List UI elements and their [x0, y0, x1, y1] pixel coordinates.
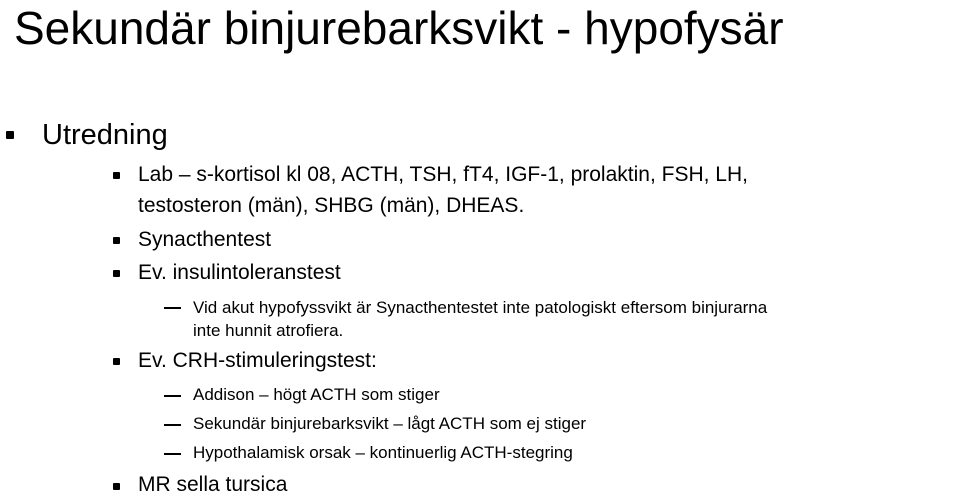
bullet-icon	[113, 270, 120, 277]
dash-icon	[164, 453, 181, 455]
crh-sub-hypothalamisk: Hypothalamisk orsak – kontinuerlig ACTH-stegring	[193, 443, 573, 462]
section-heading: Utredning	[42, 119, 168, 151]
crh-sub-sekundar: Sekundär binjurebarksvikt – lågt ACTH som ej stiger	[193, 414, 587, 433]
synacthen-item: Synacthentest	[138, 228, 272, 251]
bullet-icon	[6, 131, 14, 139]
lab-item-line2: testosteron (män), SHBG (män), DHEAS.	[138, 194, 525, 217]
insulin-note-line1: Vid akut hypofyssvikt är Synacthentestet inte patologiskt eftersom binjurarna	[193, 298, 768, 317]
slide-title: Sekundär binjurebarksvikt - hypofysär	[14, 2, 784, 54]
insulin-item: Ev. insulintoleranstest	[138, 261, 341, 284]
dash-icon	[164, 395, 181, 397]
bullet-icon	[113, 483, 120, 490]
bullet-icon	[113, 358, 120, 365]
bullet-icon	[113, 172, 120, 179]
crh-sub-addison: Addison – högt ACTH som stiger	[193, 385, 440, 404]
dash-icon	[164, 307, 181, 309]
insulin-note-line2: inte hunnit atrofiera.	[193, 321, 344, 340]
bullet-icon	[113, 237, 120, 244]
mr-item: MR sella tursica	[138, 473, 288, 496]
crh-item: Ev. CRH-stimuleringstest:	[138, 349, 377, 372]
dash-icon	[164, 424, 181, 426]
lab-item-line1: Lab – s-kortisol kl 08, ACTH, TSH, fT4, IGF-1, prolaktin, FSH, LH,	[138, 163, 748, 186]
